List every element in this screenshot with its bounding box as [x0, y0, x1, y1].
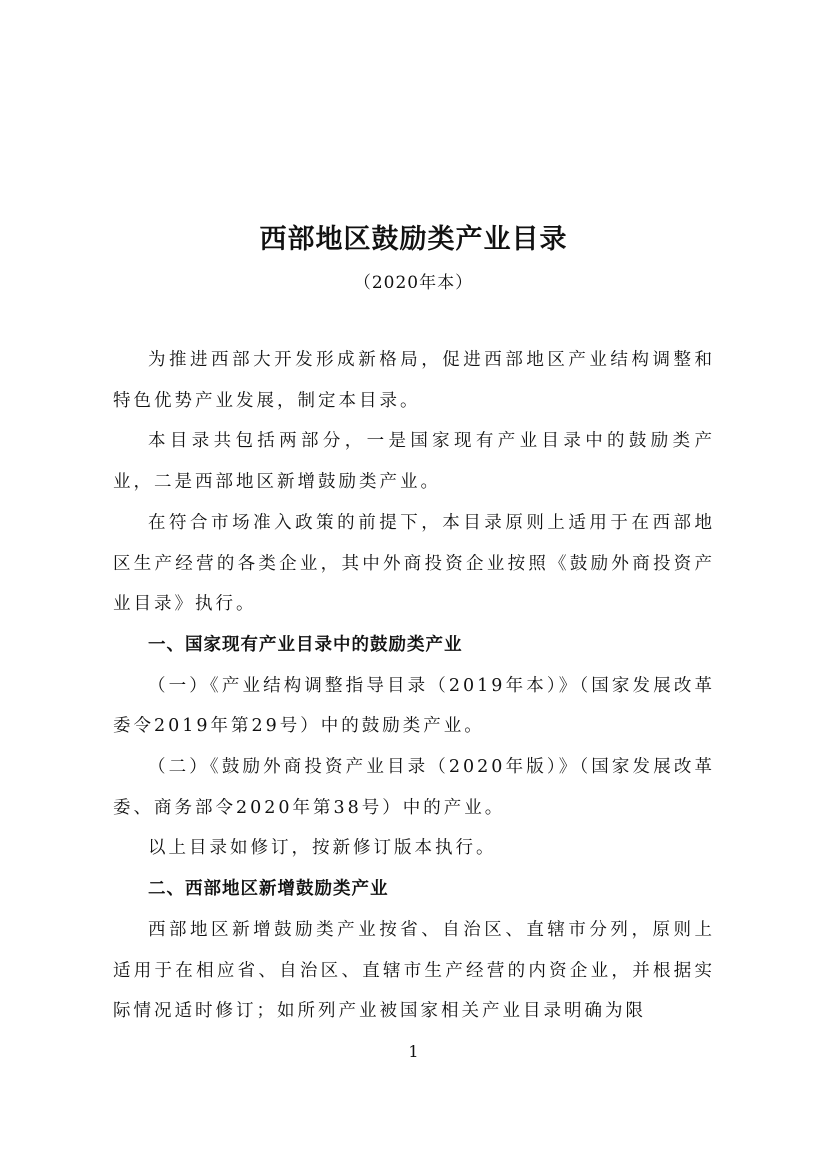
paragraph: 为推进西部大开发形成新格局，促进西部地区产业结构调整和特色优势产业发展，制定本目录。	[113, 350, 715, 411]
page-number: 1	[408, 1042, 419, 1061]
section1-item: （一）《产业结构调整指导目录（2019年本）》（国家发展改革委令2019年第29号）中的鼓励类产业。	[113, 675, 715, 737]
document-subtitle: （2020年本）	[353, 273, 474, 293]
section1-item: （二）《鼓励外商投资产业目录（2020年版）》（国家发展改革委、商务部令2020年第38号）中的产业。	[113, 757, 715, 818]
section-heading-2: 二、西部地区新增鼓励类产业	[148, 879, 389, 900]
paragraph: 在符合市场准入政策的前提下，本目录原则上适用于在西部地区生产经营的各类企业，其中外商投资企业按照《鼓励外商投资产业目录》执行。	[113, 512, 715, 615]
section-heading-1: 一、国家现有产业目录中的鼓励类产业	[148, 634, 463, 655]
section2-item: 西部地区新增鼓励类产业按省、自治区、直辖市分列，原则上适用于在相应省、自治区、直辖市生产经营的内资企业，并根据实际情况适时修订；如所列产业被国家相关产业目录明确为限	[113, 919, 715, 1022]
section1-item: 以上目录如修订，按新修订版本执行。	[148, 838, 497, 859]
paragraph: 本目录共包括两部分，一是国家现有产业目录中的鼓励类产业，二是西部地区新增鼓励类产业。	[113, 431, 715, 493]
document-title: 西部地区鼓励类产业目录	[259, 224, 568, 255]
document-body	[113, 340, 715, 1032]
